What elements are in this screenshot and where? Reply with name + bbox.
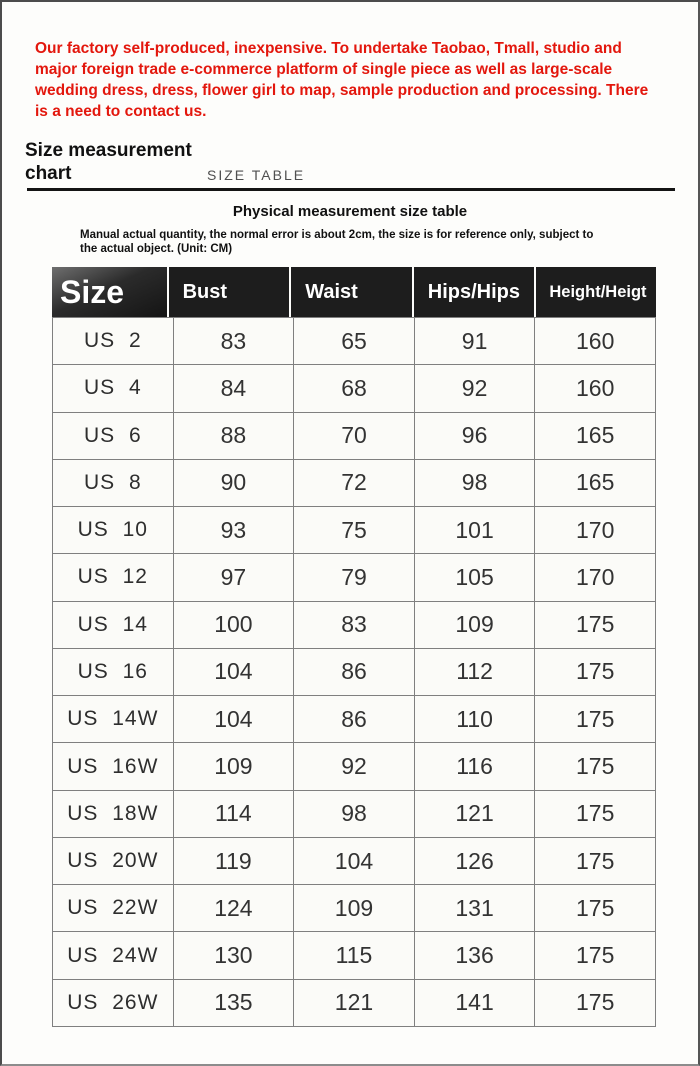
column-header-waist: Waist <box>289 267 412 317</box>
table-row <box>53 790 656 837</box>
column-header-bust: Bust <box>167 267 290 317</box>
measurement-value-cell: 119 <box>173 837 294 884</box>
table-row <box>53 885 656 932</box>
size-label-cell: US 20W <box>53 837 174 884</box>
size-label-cell: US 12 <box>53 554 174 601</box>
size-label-cell: US 14 <box>53 601 174 648</box>
measurement-value-cell: 93 <box>173 507 294 554</box>
factory-notice <box>35 38 648 122</box>
measurement-value-cell: 72 <box>294 459 415 506</box>
measurement-value-cell: 175 <box>535 932 656 979</box>
table-row <box>53 507 656 554</box>
measurement-value-cell: 115 <box>294 932 415 979</box>
measurement-value-cell: 124 <box>173 885 294 932</box>
measurement-value-cell: 79 <box>294 554 415 601</box>
size-label-cell: US 10 <box>53 507 174 554</box>
column-header-hips: Hips/Hips <box>412 267 535 317</box>
measurement-value-cell: 98 <box>294 790 415 837</box>
table-row <box>53 648 656 695</box>
size-label-cell: US 22W <box>53 885 174 932</box>
measurement-value-cell: 175 <box>535 743 656 790</box>
size-label-cell: US 24W <box>53 932 174 979</box>
measurement-value-cell: 96 <box>414 412 535 459</box>
measurement-value-cell: 175 <box>535 885 656 932</box>
measurement-value-cell: 109 <box>414 601 535 648</box>
measurement-value-cell: 86 <box>294 696 415 743</box>
table-heading: Physical measurement size table <box>232 203 468 220</box>
size-label-cell: US 14W <box>53 696 174 743</box>
note-line: Manual actual quantity, the normal error is about 2cm, the size is for reference only, subject to <box>80 229 594 241</box>
measurement-value-cell: 97 <box>173 554 294 601</box>
notice-line: is a need to contact us. <box>35 103 207 120</box>
notice-line: Our factory self-produced, inexpensive. To undertake Taobao, Tmall, studio and <box>35 40 622 57</box>
section-title <box>25 139 192 185</box>
size-table-body <box>53 318 656 1027</box>
table-row <box>53 932 656 979</box>
measurement-value-cell: 68 <box>294 365 415 412</box>
section-subtitle: SIZE TABLE <box>207 167 306 183</box>
measurement-value-cell: 165 <box>535 459 656 506</box>
table-row <box>53 601 656 648</box>
measurement-value-cell: 160 <box>535 318 656 365</box>
measurement-value-cell: 75 <box>294 507 415 554</box>
measurement-value-cell: 84 <box>173 365 294 412</box>
measurement-value-cell: 112 <box>414 648 535 695</box>
table-row <box>53 459 656 506</box>
section-title-line2: chart <box>25 163 72 184</box>
measurement-value-cell: 116 <box>414 743 535 790</box>
note-line: the actual object. (Unit: CM) <box>80 243 233 255</box>
measurement-value-cell: 101 <box>414 507 535 554</box>
measurement-value-cell: 126 <box>414 837 535 884</box>
measurement-value-cell: 121 <box>294 979 415 1026</box>
measurement-value-cell: 91 <box>414 318 535 365</box>
measurement-value-cell: 175 <box>535 790 656 837</box>
measurement-value-cell: 160 <box>535 365 656 412</box>
table-row <box>53 318 656 365</box>
measurement-value-cell: 98 <box>414 459 535 506</box>
measurement-value-cell: 70 <box>294 412 415 459</box>
measurement-value-cell: 175 <box>535 648 656 695</box>
table-row <box>53 696 656 743</box>
size-label-cell: US 4 <box>53 365 174 412</box>
measurement-value-cell: 100 <box>173 601 294 648</box>
measurement-value-cell: 83 <box>173 318 294 365</box>
section-title-line1: Size measurement <box>25 140 192 161</box>
divider-rule <box>27 188 675 191</box>
table-row <box>53 743 656 790</box>
measurement-value-cell: 88 <box>173 412 294 459</box>
table-header-row <box>52 267 656 317</box>
measurement-value-cell: 121 <box>414 790 535 837</box>
measurement-value-cell: 92 <box>414 365 535 412</box>
measurement-value-cell: 105 <box>414 554 535 601</box>
measurement-value-cell: 170 <box>535 507 656 554</box>
measurement-value-cell: 65 <box>294 318 415 365</box>
measurement-value-cell: 104 <box>173 696 294 743</box>
size-label-cell: US 6 <box>53 412 174 459</box>
size-label-cell: US 26W <box>53 979 174 1026</box>
measurement-value-cell: 110 <box>414 696 535 743</box>
measurement-value-cell: 114 <box>173 790 294 837</box>
column-header-size: Size <box>52 267 167 317</box>
size-label-cell: US 2 <box>53 318 174 365</box>
table-row <box>53 837 656 884</box>
measurement-value-cell: 175 <box>535 837 656 884</box>
measurement-value-cell: 135 <box>173 979 294 1026</box>
measurement-value-cell: 136 <box>414 932 535 979</box>
measurement-value-cell: 175 <box>535 979 656 1026</box>
measurement-value-cell: 165 <box>535 412 656 459</box>
measurement-value-cell: 109 <box>173 743 294 790</box>
table-row <box>53 365 656 412</box>
table-row <box>53 979 656 1026</box>
size-table <box>52 317 656 1027</box>
measurement-value-cell: 175 <box>535 696 656 743</box>
notice-line: major foreign trade e-commerce platform of single piece as well as large-scale <box>35 61 613 78</box>
measurement-value-cell: 86 <box>294 648 415 695</box>
size-label-cell: US 16 <box>53 648 174 695</box>
measurement-value-cell: 109 <box>294 885 415 932</box>
measurement-note <box>80 228 593 256</box>
measurement-value-cell: 83 <box>294 601 415 648</box>
column-header-height: Height/Heigt <box>534 267 656 317</box>
size-label-cell: US 16W <box>53 743 174 790</box>
measurement-value-cell: 175 <box>535 601 656 648</box>
size-label-cell: US 18W <box>53 790 174 837</box>
measurement-value-cell: 131 <box>414 885 535 932</box>
measurement-value-cell: 130 <box>173 932 294 979</box>
measurement-value-cell: 104 <box>294 837 415 884</box>
measurement-value-cell: 90 <box>173 459 294 506</box>
notice-line: wedding dress, dress, flower girl to map, sample production and processing. There <box>35 82 649 99</box>
measurement-value-cell: 104 <box>173 648 294 695</box>
measurement-value-cell: 170 <box>535 554 656 601</box>
table-row <box>53 412 656 459</box>
measurement-value-cell: 141 <box>414 979 535 1026</box>
measurement-value-cell: 92 <box>294 743 415 790</box>
size-label-cell: US 8 <box>53 459 174 506</box>
table-row <box>53 554 656 601</box>
